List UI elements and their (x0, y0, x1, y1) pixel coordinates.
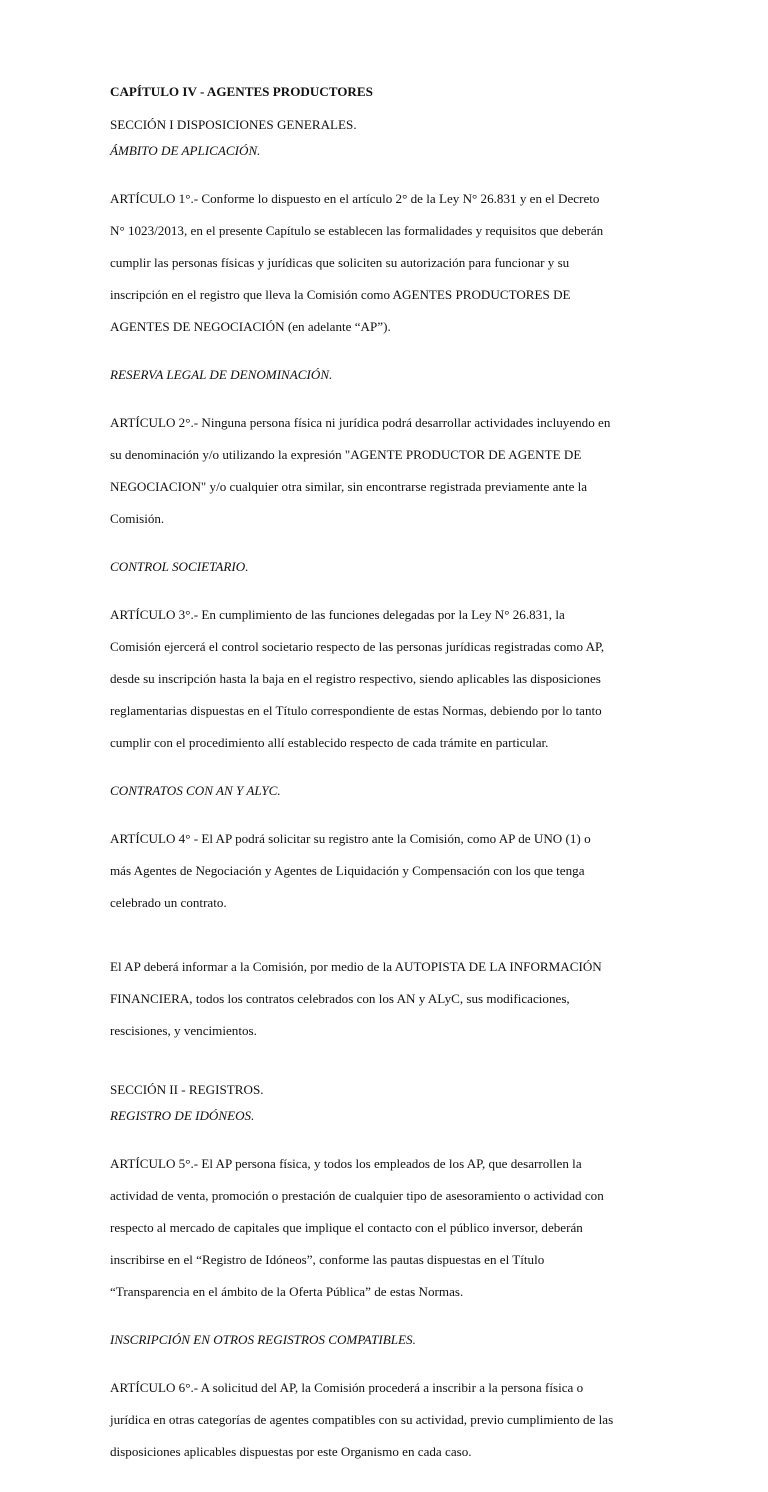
text-line: su denominación y/o utilizando la expresión "AGENTE PRODUCTOR DE AGENTE DE (110, 447, 582, 462)
text-line: cumplir con el procedimiento allí establecido respecto de cada trámite en particular. (110, 735, 549, 750)
text-line: ARTÍCULO 6°.- A solicitud del AP, la Comisión procederá a inscribir a la persona física o (110, 1380, 584, 1395)
text-line: “Transparencia en el ámbito de la Oferta Pública” de estas Normas. (110, 1284, 464, 1299)
article-4-second-paragraph (110, 943, 658, 1055)
text-line: ARTÍCULO 3°.- En cumplimiento de las funciones delegadas por la Ley N° 26.831, la (110, 607, 565, 622)
text-line: NEGOCIACION" y/o cualquier otra similar, sin encontrarse registrada previamente ante la (110, 479, 588, 494)
text-line: ARTÍCULO 2°.- Ninguna persona física ni jurídica podrá desarrollar actividades incluyendo en (110, 415, 611, 430)
text-line: más Agentes de Negociación y Agentes de Liquidación y Compensación con los que tenga (110, 863, 585, 878)
article-heading: CONTROL SOCIETARIO. (110, 559, 249, 574)
text-line: jurídica en otras categorías de agentes compatibles con su actividad, previo cumplimiento de las (110, 1412, 614, 1427)
text-line: actividad de venta, promoción o prestación de cualquier tipo de asesoramiento o actividad con (110, 1188, 604, 1203)
text-line: N° 1023/2013, en el presente Capítulo se establecen las formalidades y requisitos que deberán (110, 223, 604, 238)
section-title: SECCIÓN II - REGISTROS. (110, 1082, 264, 1097)
article-heading: INSCRIPCIÓN EN OTROS REGISTROS COMPATIBLES. (110, 1332, 416, 1347)
text-line: ARTÍCULO 1°.- Conforme lo dispuesto en el artículo 2° de la Ley N° 26.831 y en el Decreto (110, 191, 600, 206)
article-4-paragraph (110, 815, 658, 927)
chapter-title: CAPÍTULO IV - AGENTES PRODUCTORES (110, 84, 373, 99)
text-line: reglamentarias dispuestas en el Título correspondiente de estas Normas, debiendo por lo tanto (110, 703, 602, 718)
article-heading: REGISTRO DE IDÓNEOS. (110, 1108, 255, 1123)
text-line: FINANCIERA, todos los contratos celebrados con los AN y ALyC, sus modificaciones, (110, 991, 570, 1006)
text-line: cumplir las personas físicas y jurídicas que soliciten su autorización para funcionar y su (110, 255, 570, 270)
text-line: disposiciones aplicables dispuestas por este Organismo en cada caso. (110, 1444, 472, 1459)
text-line: celebrado un contrato. (110, 895, 227, 910)
document-page (110, 84, 658, 1492)
text-line: respecto al mercado de capitales que implique el contacto con el público inversor, deberán (110, 1220, 583, 1235)
text-line: Comisión ejercerá el control societario respecto de las personas jurídicas registradas como AP, (110, 639, 605, 654)
text-line: rescisiones, y vencimientos. (110, 1023, 257, 1038)
text-line: desde su inscripción hasta la baja en el registro respectivo, siendo aplicables las disposiciones (110, 671, 601, 686)
article-1-paragraph (110, 175, 658, 351)
article-5-paragraph (110, 1140, 658, 1316)
text-line: inscripción en el registro que lleva la Comisión como AGENTES PRODUCTORES DE (110, 287, 571, 302)
article-3-paragraph (110, 591, 658, 767)
text-line: ARTÍCULO 5°.- El AP persona física, y todos los empleados de los AP, que desarrollen la (110, 1156, 582, 1171)
text-line: Comisión. (110, 511, 165, 526)
text-line: inscribirse en el “Registro de Idóneos”, conforme las pautas dispuestas en el Título (110, 1252, 545, 1267)
article-heading: CONTRATOS CON AN Y ALYC. (110, 783, 281, 798)
text-line: AGENTES DE NEGOCIACIÓN (en adelante “AP”). (110, 319, 391, 334)
text-line: El AP deberá informar a la Comisión, por medio de la AUTOPISTA DE LA INFORMACIÓN (110, 959, 602, 974)
article-heading: RESERVA LEGAL DE DENOMINACIÓN. (110, 367, 333, 382)
article-6-paragraph (110, 1364, 658, 1476)
section-title: SECCIÓN I DISPOSICIONES GENERALES. (110, 117, 357, 132)
text-line: ARTÍCULO 4° - El AP podrá solicitar su registro ante la Comisión, como AP de UNO (1) o (110, 831, 591, 846)
article-2-paragraph (110, 399, 658, 543)
article-heading: ÁMBITO DE APLICACIÓN. (110, 143, 261, 158)
